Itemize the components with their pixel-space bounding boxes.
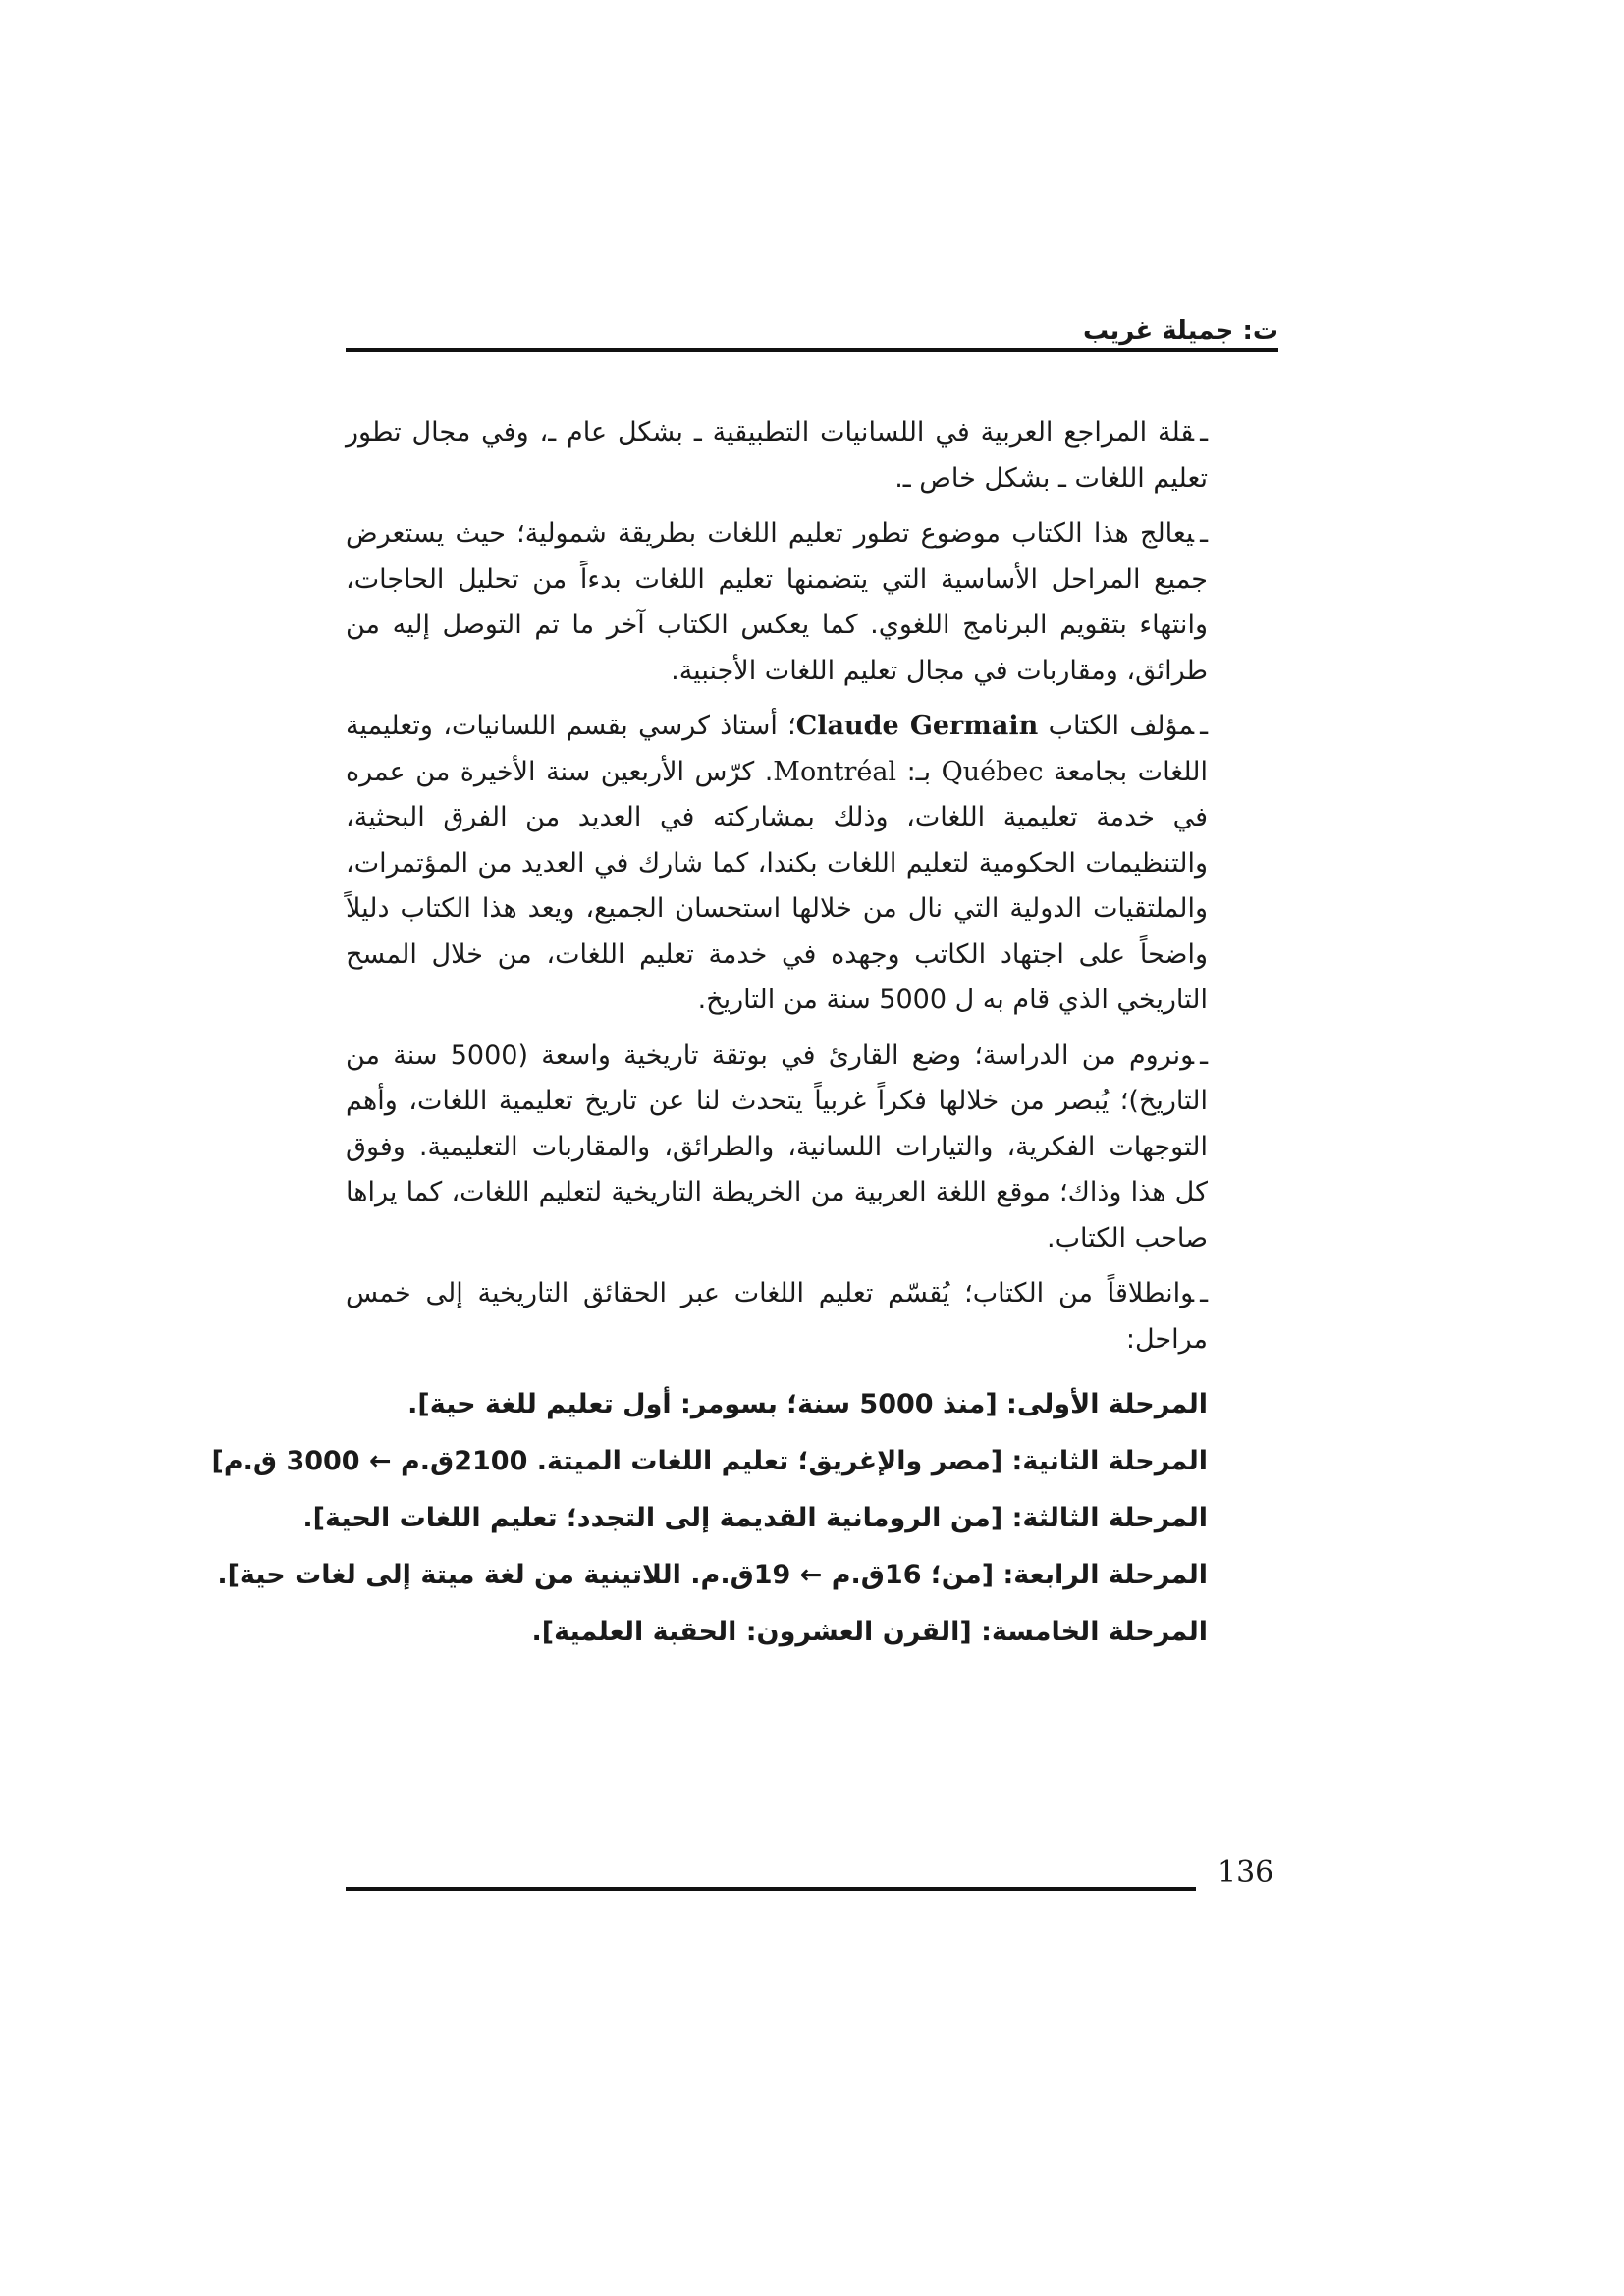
- paragraph-text-middle-2: بـ:: [906, 756, 932, 787]
- page-body: [211, 410, 1209, 1661]
- stage-3: المرحلة الثالثة: [من الرومانية القديمة إلى التجدد؛ تعليم اللغات الحية].: [302, 1503, 1208, 1533]
- paragraph-3: [346, 704, 1208, 1024]
- footer-rule: [346, 1887, 1196, 1891]
- paragraph-2: [346, 511, 1208, 694]
- stage-1: المرحلة الأولى: [منذ 5000 سنة؛ بسومر: أول تعليم للغة حية].: [407, 1389, 1208, 1419]
- header-author: ت: جميلة غريب: [1082, 316, 1278, 346]
- author-name-latin: Claude Germain: [795, 711, 1039, 741]
- paragraph-5: [346, 1271, 1208, 1362]
- page-number: 136: [1218, 1855, 1274, 1890]
- paragraph-text-end: . كرّس الأربعين سنة الأخيرة من عمره في خدمة تعليمية اللغات، وذلك بمشاركته في العديد من الفرق البحثية، والتنظيمات الحكومية لتعليم اللغات بكندا، كما شارك في العديد من المؤتمرات، والملتقيات الدولية التي نال من خلالها استحسان الجميع، ويعد هذا الكتاب دليلاً واضحاً على اجتهاد الكاتب وجهده في خدمة تعليم اللغات، من خلال المسح التاريخي الذي قام به ل 5000 سنة من التاريخ.: [346, 756, 1208, 1015]
- paragraph-text: وانطلاقاً من الكتاب؛ يُقسّم تعليم اللغات عبر الحقائق التاريخية إلى خمس مراحل:: [346, 1278, 1208, 1355]
- bullet-dash: ـ: [1200, 1040, 1208, 1071]
- header-rule: [346, 348, 1278, 352]
- university-name-latin: Québec: [941, 756, 1044, 787]
- stage-4: المرحلة الرابعة: [من؛ 16ق.م ← 19ق.م. اللاتينية من لغة ميتة إلى لغات حية].: [217, 1560, 1208, 1590]
- running-header: [346, 312, 1278, 349]
- paragraph-1: [346, 410, 1208, 502]
- stage-2: المرحلة الثانية: [مصر والإغريق؛ تعليم اللغات الميتة. 2100ق.م ← 3000 ق.م]: [211, 1446, 1208, 1476]
- city-name-latin: Montréal: [773, 756, 897, 787]
- stage-5: المرحلة الخامسة: [القرن العشرون: الحقبة العلمية].: [531, 1617, 1208, 1647]
- bullet-dash: ـ: [1200, 711, 1208, 741]
- paragraph-text: قلة المراجع العربية في اللسانيات التطبيقية ـ بشكل عام ـ، وفي مجال تطور تعليم اللغات ـ بشكل خاص ـ.: [346, 417, 1208, 494]
- bullet-dash: ـ: [1200, 1278, 1208, 1308]
- paragraph-text-middle: ؛ أستاذ كرسي بقسم اللسانيات، وتعليمية اللغات بجامعة: [346, 711, 1209, 787]
- bullet-dash: ـ: [1200, 417, 1208, 448]
- paragraph-4: [346, 1034, 1208, 1262]
- bullet-dash: ـ: [1200, 518, 1208, 549]
- stages-list: [211, 1376, 1208, 1661]
- paragraph-text: ونروم من الدراسة؛ وضع القارئ في بوتقة تاريخية واسعة (5000 سنة من التاريخ)؛ يُبصر من خلالها فكراً غربياً يتحدث لنا عن تاريخ تعليمية اللغات، وأهم التوجهات الفكرية، والتيارات اللسانية، والطرائق، والمقاربات التعليمية. وفوق كل هذا وذاك؛ موقع اللغة العربية من الخريطة التاريخية لتعليم اللغات، كما يراها صاحب الكتاب.: [346, 1040, 1208, 1254]
- paragraph-text-start: مؤلف الكتاب: [1048, 711, 1195, 741]
- paragraph-text: يعالج هذا الكتاب موضوع تطور تعليم اللغات بطريقة شمولية؛ حيث يستعرض جميع المراحل الأساسية التي يتضمنها تعليم اللغات بدءاً من تحليل الحاجات، وانتهاء بتقويم البرنامج اللغوي. كما يعكس الكتاب آخر ما تم التوصل إليه من طرائق، ومقاربات في مجال تعليم اللغات الأجنبية.: [346, 518, 1208, 686]
